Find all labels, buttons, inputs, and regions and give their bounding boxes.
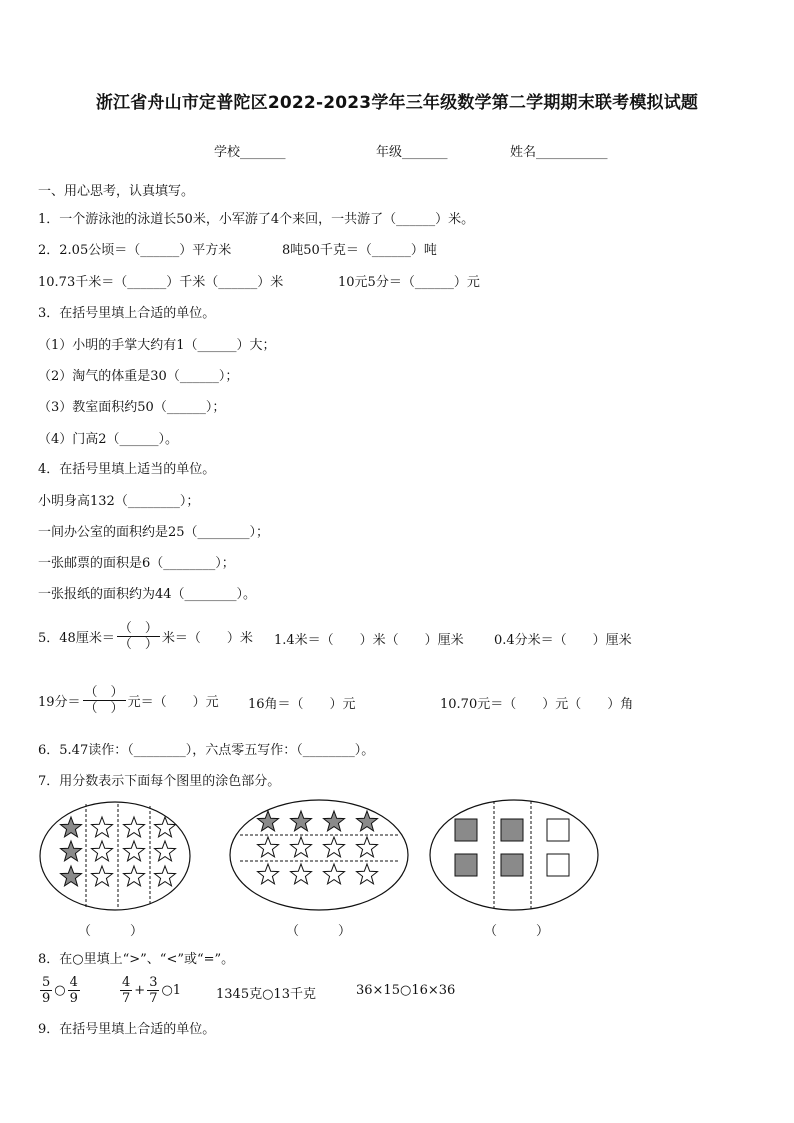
question-5b: 1.4米＝（ ）米（ ）厘米 bbox=[274, 633, 464, 648]
question-2b: 8吨50千克＝（______）吨 bbox=[282, 243, 437, 258]
shaded-square-icon bbox=[455, 819, 477, 841]
compare-tail: ○1 bbox=[161, 982, 182, 998]
star-icon bbox=[92, 817, 113, 837]
question-8: 8．在○里填上“>”、“<”或“=”。 bbox=[38, 952, 235, 967]
question-4-1: 小明身高132（________）； bbox=[38, 494, 200, 509]
star-icon bbox=[258, 837, 279, 857]
figure-1-stars-ellipse bbox=[38, 800, 192, 912]
star-icon bbox=[92, 841, 113, 861]
q5d-suffix: 元＝（ ）元 bbox=[127, 694, 219, 710]
question-5a bbox=[38, 613, 253, 659]
q5a-prefix: 5．48厘米＝ bbox=[38, 630, 115, 646]
star-icon bbox=[124, 817, 145, 837]
q5a-suffix: 米＝（ ）米 bbox=[161, 630, 253, 646]
question-2d: 10元5分＝（______）元 bbox=[338, 275, 480, 290]
star-icon bbox=[357, 837, 378, 857]
question-5d bbox=[38, 677, 219, 723]
fraction-denominator: （ ） bbox=[118, 636, 158, 652]
fraction-numerator: （ ） bbox=[84, 684, 124, 700]
shaded-star-icon bbox=[357, 811, 378, 831]
fraction-numerator: 3 bbox=[149, 974, 158, 990]
question-3-1: （1）小明的手掌大约有1（______）大； bbox=[38, 338, 276, 353]
shaded-square-icon bbox=[501, 819, 523, 841]
fraction-numerator: （ ） bbox=[118, 620, 158, 636]
question-3-4: （4）门高2（______）。 bbox=[38, 432, 179, 447]
fraction-denominator: 9 bbox=[69, 990, 78, 1006]
fraction bbox=[40, 976, 52, 1005]
question-1: 1．一个游泳池的泳道长50米，小军游了4个来回，一共游了（______）米。 bbox=[38, 212, 475, 227]
shaded-star-icon bbox=[61, 841, 82, 861]
compare-circle: ○ bbox=[54, 982, 66, 998]
q5d-prefix: 19分＝ bbox=[38, 694, 81, 710]
question-5c: 0.4分米＝（ ）厘米 bbox=[494, 633, 632, 648]
name-field: 姓名___________ bbox=[510, 145, 608, 160]
figure-3-answer: （ ） bbox=[484, 924, 550, 939]
shaded-square-icon bbox=[501, 854, 523, 876]
shaded-star-icon bbox=[61, 866, 82, 886]
star-icon bbox=[324, 837, 345, 857]
question-5f: 10.70元＝（ ）元（ ）角 bbox=[440, 697, 634, 712]
star-icon bbox=[258, 864, 279, 884]
star-icon bbox=[155, 866, 176, 886]
plus-sign: + bbox=[134, 982, 146, 998]
question-4: 4．在括号里填上适当的单位。 bbox=[38, 462, 216, 477]
fraction bbox=[68, 976, 80, 1005]
fraction bbox=[147, 976, 159, 1005]
question-5e: 16角＝（ ）元 bbox=[248, 697, 356, 712]
compare-item-1 bbox=[38, 970, 82, 1010]
compare-item-3: 1345克○13千克 bbox=[216, 987, 316, 1002]
page-title: 浙江省舟山市定普陀区2022-2023学年三年级数学第二学期期末联考模拟试题 bbox=[95, 93, 699, 113]
star-icon bbox=[291, 864, 312, 884]
question-3: 3．在括号里填上合适的单位。 bbox=[38, 306, 216, 321]
shaded-star-icon bbox=[61, 817, 82, 837]
question-3-3: （3）教室面积约50（______）； bbox=[38, 400, 226, 415]
school-field: 学校_______ bbox=[214, 145, 286, 160]
star-icon bbox=[124, 866, 145, 886]
shaded-star-icon bbox=[324, 811, 345, 831]
fraction-numerator: 5 bbox=[42, 974, 51, 990]
blank-fraction bbox=[83, 686, 126, 715]
fraction-denominator: 7 bbox=[122, 990, 131, 1006]
fraction-denominator: （ ） bbox=[84, 700, 124, 716]
question-2a: 2．2.05公顷＝（______）平方米 bbox=[38, 243, 232, 258]
fraction-denominator: 9 bbox=[42, 990, 51, 1006]
figure-3-squares-ellipse bbox=[428, 798, 600, 912]
blank-fraction bbox=[117, 622, 160, 651]
question-7: 7．用分数表示下面每个图里的涂色部分。 bbox=[38, 774, 281, 789]
shaded-star-icon bbox=[291, 811, 312, 831]
grade-field: 年级_______ bbox=[376, 145, 448, 160]
figure-2-answer: （ ） bbox=[286, 924, 352, 939]
fraction-numerator: 4 bbox=[122, 974, 131, 990]
compare-item-2 bbox=[118, 970, 181, 1010]
figure-1-answer: （ ） bbox=[78, 924, 144, 939]
question-4-3: 一张邮票的面积是6（________）； bbox=[38, 556, 235, 571]
square-icon bbox=[547, 819, 569, 841]
compare-item-4: 36×15○16×36 bbox=[356, 983, 456, 998]
star-icon bbox=[324, 864, 345, 884]
star-icon bbox=[155, 841, 176, 861]
fraction-numerator: 4 bbox=[69, 974, 78, 990]
star-icon bbox=[124, 841, 145, 861]
star-icon bbox=[357, 864, 378, 884]
star-icon bbox=[291, 837, 312, 857]
question-6: 6．5.47读作：（________），六点零五写作：（________）。 bbox=[38, 743, 375, 758]
question-4-4: 一张报纸的面积约为44（________）。 bbox=[38, 587, 257, 602]
star-icon bbox=[155, 817, 176, 837]
shaded-square-icon bbox=[455, 854, 477, 876]
fraction-denominator: 7 bbox=[149, 990, 158, 1006]
question-3-2: （2）淘气的体重是30（______）； bbox=[38, 369, 239, 384]
question-9: 9．在括号里填上合适的单位。 bbox=[38, 1022, 216, 1037]
star-icon bbox=[92, 866, 113, 886]
section-heading: 一、用心思考，认真填写。 bbox=[38, 184, 195, 199]
question-4-2: 一间办公室的面积约是25（________）； bbox=[38, 525, 270, 540]
figure-2-stars-ellipse bbox=[228, 798, 410, 912]
square-icon bbox=[547, 854, 569, 876]
question-2c: 10.73千米＝（______）千米（______）米 bbox=[38, 275, 284, 290]
fraction bbox=[120, 976, 132, 1005]
